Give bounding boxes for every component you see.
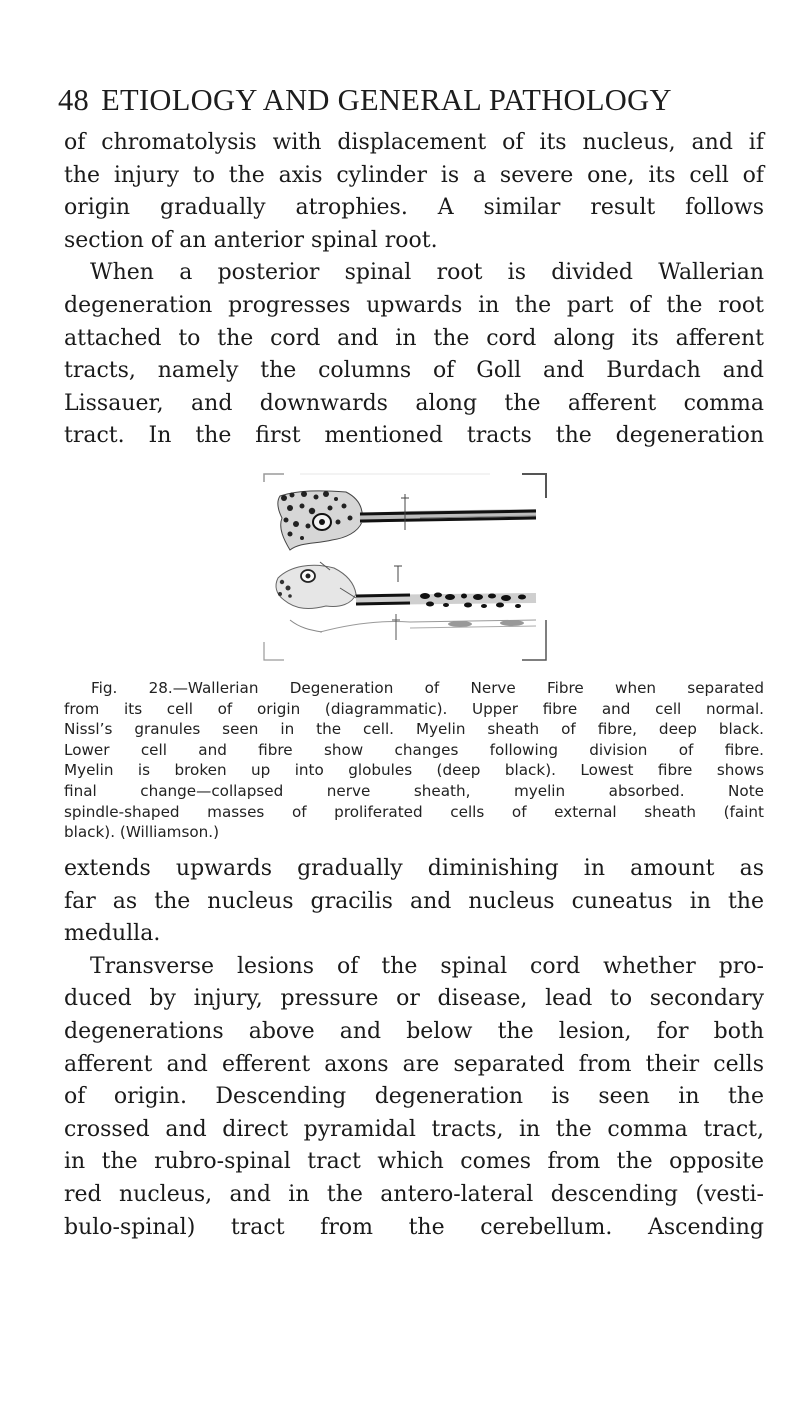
text-line: duced by injury, pressure or disease, lead to secondary (64, 986, 764, 1012)
body-text-bottom (64, 853, 764, 1244)
text-line: degenerations above and below the lesion, for both (64, 1018, 764, 1044)
text-line: red nucleus, and in the antero-lateral descending (vesti- (64, 1181, 764, 1207)
text-line: When a posterior spinal root is divided Wallerian (90, 260, 764, 286)
caption-line: black). (Williamson.) (64, 823, 220, 842)
running-title: ETIOLOGY AND GENERAL PATHOLOGY (101, 83, 672, 117)
text-line: tracts, namely the columns of Goll and Burdach and (64, 358, 764, 384)
caption-line: Myelin is broken up into globules (deep black). Lowest fibre shows (64, 761, 764, 780)
caption-line: from its cell of origin (diagrammatic). Upper fibre and cell normal. (64, 699, 764, 718)
lowest-collapsed-fibre (290, 614, 536, 640)
text-line: bulo-spinal) tract from the cerebellum. Ascending (64, 1214, 764, 1240)
text-line: medulla. (64, 921, 161, 947)
text-line: Lissauer, and downwards along the afferent comma (64, 390, 764, 416)
text-line: section of an anterior spinal root. (64, 227, 438, 253)
middle-degenerating-fibre (356, 593, 536, 609)
running-header (58, 83, 758, 118)
text-line: tract. In the first mentioned tracts the degeneration (64, 423, 764, 449)
text-line: degeneration progresses upwards in the part of the root (64, 292, 764, 318)
text-line: Transverse lesions of the spinal cord whether pro- (90, 953, 764, 979)
text-line: origin gradually atrophies. A similar result follows (64, 195, 764, 221)
text-line: attached to the cord and in the cord along its afferent (64, 325, 764, 351)
caption-line: spindle-shaped masses of proliferated cells of external sheath (faint (64, 802, 764, 821)
caption-line: final change—collapsed nerve sheath, myelin absorbed. Note (64, 781, 764, 800)
text-line: extends upwards gradually diminishing in amount as (64, 856, 764, 881)
text-line: the injury to the axis cylinder is a severe one, its cell of (64, 162, 764, 188)
text-line: in the rubro-spinal tract which comes from the opposite (64, 1149, 764, 1175)
body-text-top (64, 127, 764, 453)
caption-line: Nissl’s granules seen in the cell. Myelin sheath of fibre, deep black. (64, 720, 764, 739)
text-line: of origin. Descending degeneration is seen in the (64, 1084, 764, 1110)
caption-line: Fig. 28.—Wallerian Degeneration of Nerve Fibre when separated (91, 679, 764, 697)
text-line: crossed and direct pyramidal tracts, in the comma tract, (64, 1116, 764, 1142)
caption-line: Lower cell and fibre show changes following division of fibre. (64, 740, 764, 759)
text-line: far as the nucleus gracilis and nucleus cuneatus in the (64, 888, 764, 914)
figure-caption (64, 678, 764, 843)
upper-normal-cell (278, 491, 363, 550)
upper-normal-fibre (360, 494, 536, 530)
text-line: afferent and efferent axons are separated from their cells (64, 1051, 764, 1077)
wallerian-degeneration-figure (260, 470, 552, 666)
text-line: of chromatolysis with displacement of its nucleus, and if (64, 130, 764, 155)
page-number: 48 (58, 83, 90, 117)
